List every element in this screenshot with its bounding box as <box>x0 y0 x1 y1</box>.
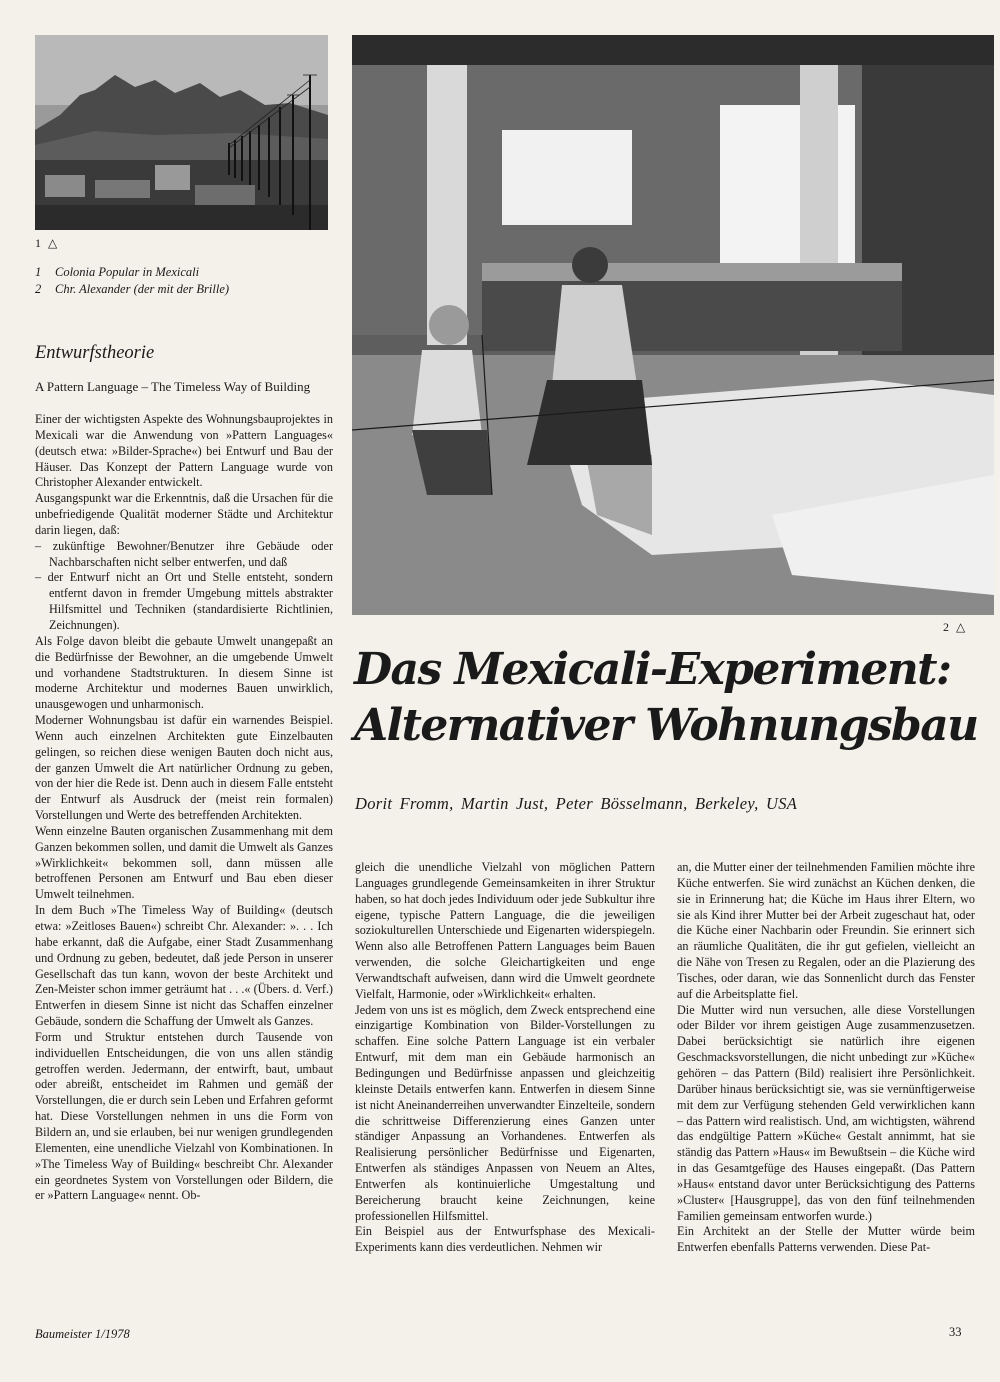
list-item: – zukünftige Bewohner/Benutzer ihre Gebäude oder Nachbarschaften nicht selber entwerfen, und daß <box>35 538 333 569</box>
photo-colonia-popular <box>35 35 328 230</box>
paragraph: gleich die unendliche Vielzahl von möglichen Pattern Languages grundlegende Gemeinsamkeiten in ihrer Struktur haben, so hat doch jedes Individuum oder jede Subkultur ihre eigene, typische Pattern Language, die die jeweiligen soziokulturellen Unterschiede und Eigenarten widerspiegeln. Wenn also alle Betroffenen Pattern Languages beim Bauen verwenden, die solche Gleichartigkeiten und enge Verwandtschaft aufweisen, dann wird die Umwelt geordnete Vielfalt, Harmonie, oder »Wirklichkeit« erhalten. <box>355 860 655 1001</box>
paragraph: Moderner Wohnungsbau ist dafür ein warnendes Beispiel. Wenn auch einzelnen Architekten gute Einzelbauten gelingen, so reichen diese wenigen Bauten doch nicht aus, der ganzen Umwelt die Art natürlicher Ordnung zu geben, von der hier die Rede ist. Denn auch in diesem Falle entsteht der Entwurf als Ausdruck der (meist rein formalen) Vorstellungen und Werte des betreffenden Architekten. <box>35 713 333 823</box>
paragraph: Wenn einzelne Bauten organischen Zusammenhang mit dem Ganzen bekommen sollen, und damit die Umwelt als Ganzes »Wirklichkeit« bekommen soll, dann müssen alle betroffenen Personen am Entwurf und Bau eben dieser Umwelt teilnehmen. <box>35 823 333 902</box>
section-heading: Entwurfstheorie <box>35 343 155 363</box>
body-column-3 <box>677 860 975 1256</box>
caption-2: 2 Chr. Alexander (der mit der Brille) <box>35 282 230 296</box>
paragraph: Als Folge davon bleibt die gebaute Umwelt unangepaßt an die Bedürfnisse der Bewohner, an die umgebende Umwelt und vorhandene Stadtstrukturen. In diesem Sinne ist moderne Architektur und modernes Bauen unwirklich, unausgewogen und unharmonisch. <box>35 633 333 712</box>
paragraph: Ein Architekt an der Stelle der Mutter würde beim Entwerfen ebenfalls Patterns verwenden. Diese Pat- <box>677 1224 975 1255</box>
authors: Dorit Fromm, Martin Just, Peter Bösselmann, Berkeley, USA <box>355 794 798 813</box>
journal-issue: Baumeister 1/1978 <box>35 1327 130 1341</box>
paragraph: Einer der wichtigsten Aspekte des Wohnungsbauprojektes in Mexicali war die Anwendung von »Pattern Languages« (deutsch etwa: »Bilder-Sprache«) bei Entwurf und Bau der Häuser. Das Konzept der Pattern Language wurde von Christopher Alexander entwickelt. <box>35 412 333 490</box>
photo1-marker: 1 △ <box>35 236 60 250</box>
list-item: – der Entwurf nicht an Ort und Stelle entsteht, sondern entfernt davon in fremder Umgebung mittels abstrakter Hilfsmittel und Techniken (standardisierte Richtlinien, Zeichnungen). <box>35 570 333 632</box>
photo-captions <box>35 264 335 298</box>
paragraph: Form und Struktur entstehen durch Tausende von individuellen Entscheidungen, die von uns allen ständig getroffen werden. Jedermann, der entwirft, baut, umbaut oder abreißt, entscheidet im Rahmen und gemäß der Vorstellungen, die er durch sein Leben und Erfahren geformt hat. Diese Vorstellungen nehmen in uns die Form von Bildern an, und sie erlauben, bei nur wenigen grundlegenden Elementen, eine unendliche Vielzahl von Kombinationen. In »The Timeless Way of Building« beschreibt Chr. Alexander ein geordnetes System von Vorstellungen oder Bildern, die er »Pattern Language« nennt. Ob- <box>35 1029 333 1203</box>
body-column-2 <box>355 860 655 1256</box>
article-title <box>354 642 994 754</box>
paragraph: In dem Buch »The Timeless Way of Building« (deutsch etwa: »Zeitloses Bauen«) schreibt Chr. Alexander: ». . . Ich habe erkannt, daß die Aufgabe, einer Stadt Zusammenhang und Ordnung zu geben, bedeutet, daß jede Person in unserer Gesellschaft das tun kann, wovon der beste Architekt und Zen-Meister schon immer geträumt hat . . .« (Übers. d. Verf.) Entwerfen in diesem Sinne ist nicht das Schaffen einzelner Gebäude, sondern die Schaffung der Umwelt als Ganzes. <box>35 903 333 1029</box>
sub-heading: A Pattern Language – The Timeless Way of Building <box>35 379 311 394</box>
photo2-marker: 2 △ <box>943 620 968 634</box>
paragraph: Jedem von uns ist es möglich, dem Zweck entsprechend eine einzigartige Kombination von Bilder-Vorstellungen zu schaffen. Eine solche Pattern Language ist ein verbaler Entwurf, mit dem man ein Gebäude harmonisch an Bedingungen und Bedürfnisse anpassen und gleichzeitig kleinste Details entwerfen kann. Entwerfen in diesem Sinne ist nicht Aneinanderreihen unverwandter Einzelteile, sondern die schrittweise Differenzierung eines Ganzen unter ständiger Anpassung an Vorhandenes. Entwerfen als Realisierung persönlicher Bedürfnisse und Eigenarten, Entwerfen als ständiges Anpassen von Neuem an Altes, Entwerfen als kontinuierliche Umgestaltung und Bereicherung braucht keine Zeichnungen, keine professionellen Hilfsmittel. <box>355 1002 655 1223</box>
paragraph: Ausgangspunkt war die Erkenntnis, daß die Ursachen für die unbefriedigende Qualität moderner Städte und Architektur darin liegen, daß: <box>35 491 333 537</box>
paragraph: an, die Mutter einer der teilnehmenden Familien möchte ihre Küche entwerfen. Sie wird zunächst an Küchen denken, die sie in Erinnerung hat; die Küche im Haus ihrer Eltern, wo sie als Kind ihrer Mutter bei der Arbeit zugeschaut hat, oder die Küche einer Nachbarin oder Freundin. Sie erinnert sich an räumliche Qualitäten, die ihr gut gefielen, vielleicht an die Nähe von Tresen zu Regalen, oder an die Plazierung des Tisches, oder daran, wie das Sonnenlicht durch das Fenster auf die Arbeitsplatte fiel. <box>677 860 975 1001</box>
body-column-1 <box>35 412 333 1204</box>
paragraph: Die Mutter wird nun versuchen, alle diese Vorstellungen oder Bilder vor ihrem geistigen Auge zusammenzusetzen. Dabei berücksichtigt sie natürlich ihre eigenen Geschmacksvorstellungen, die nicht unbedingt zur »Küche« gehören – das Pattern (Bild) realisiert ihre Persönlichkeit. Darüber hinaus berücksichtigt sie, was sie vernünftigerweise mit dem zur Verfügung stehenden Geld verwirklichen kann – das Pattern wird realistisch. Und, am wichtigsten, während das endgültige Pattern »Küche« Gestalt annimmt, hat sie ständig das Pattern »Haus« im Bewußtsein – die Küche wird in das Gesamtgefüge des Hauses eingepaßt. (Das Pattern »Haus« entstand davor unter Berücksichtigung des Patterns »Cluster« [Hausgruppe], das von den fünf teilnehmenden Familien gemeinsam entworfen wurde.) <box>677 1002 975 1223</box>
title-line-1: Das Mexicali-Experiment: <box>354 644 951 695</box>
title-line-2: Alternativer Wohnungsbau <box>354 700 978 751</box>
caption-1: 1 Colonia Popular in Mexicali <box>35 265 200 279</box>
photo-alexander <box>352 35 994 615</box>
paragraph: Ein Beispiel aus der Entwurfsphase des Mexicali-Experiments kann dies verdeutlichen. Nehmen wir <box>355 1224 655 1255</box>
page-number: 33 <box>949 1325 962 1339</box>
